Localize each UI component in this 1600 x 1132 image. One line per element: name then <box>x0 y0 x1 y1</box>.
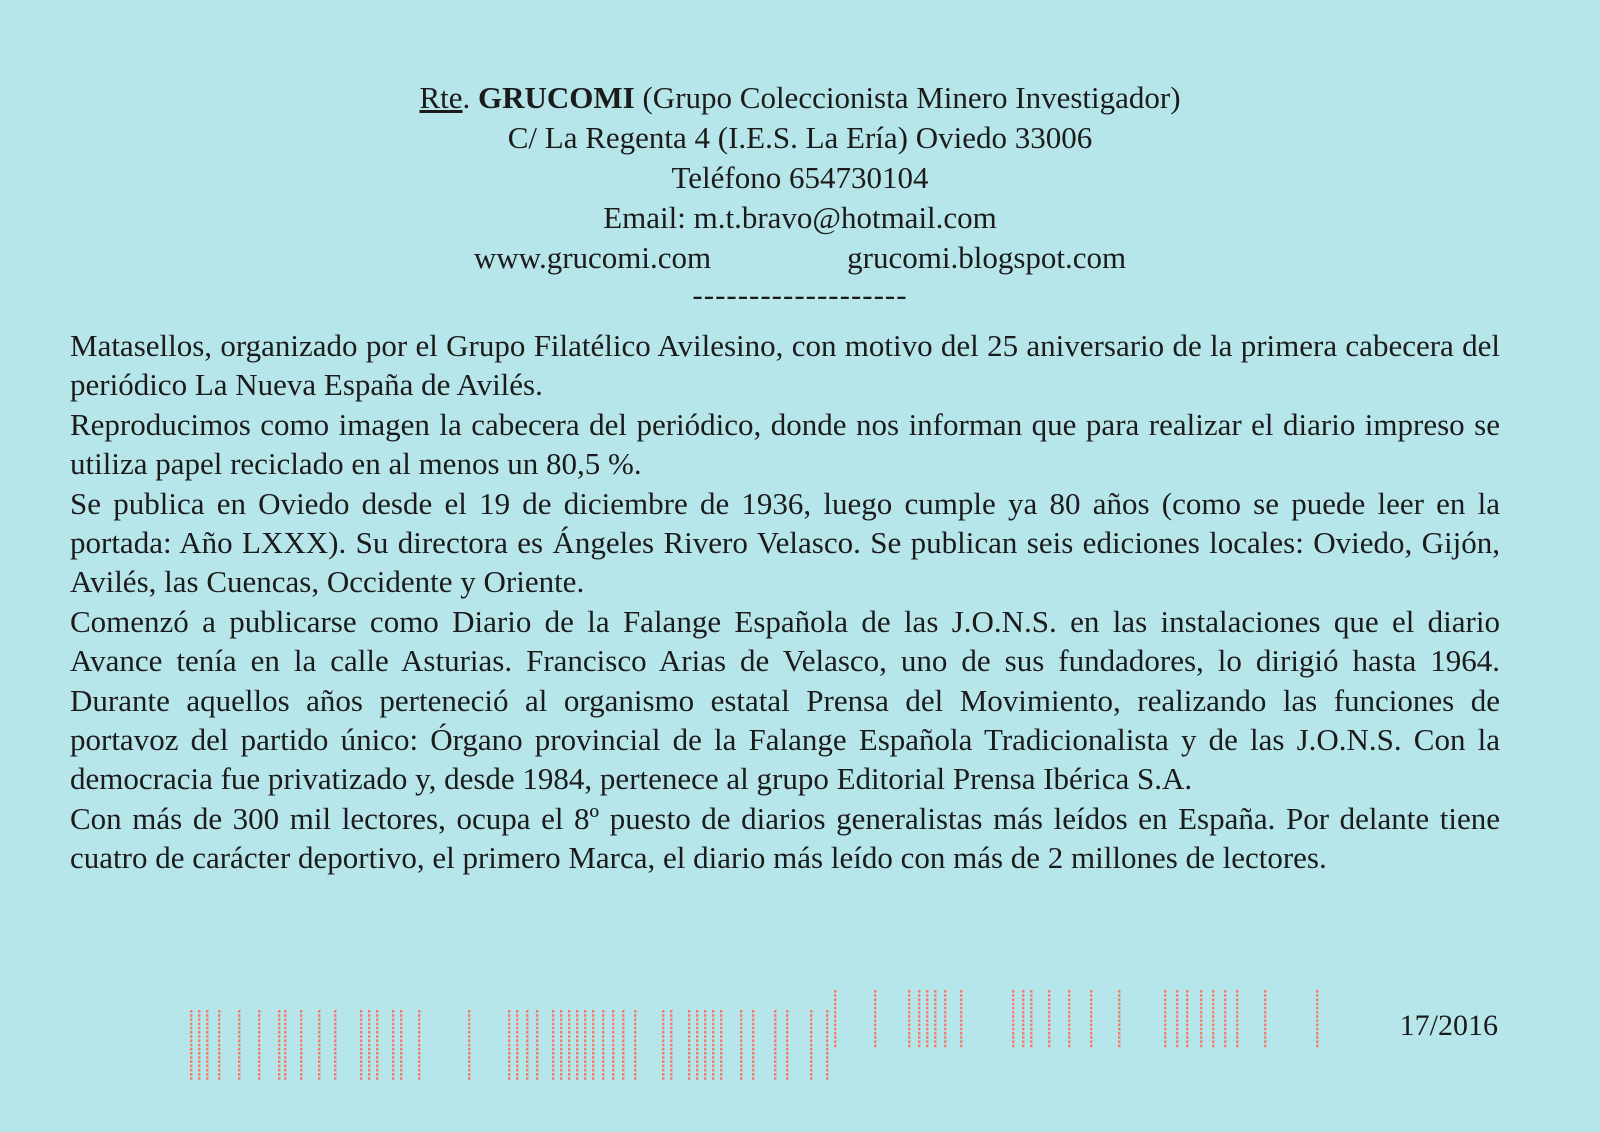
sender-block <box>0 78 1600 312</box>
sender-org-full: (Grupo Coleccionista Minero Investigador) <box>642 80 1181 115</box>
sender-org-name: GRUCOMI <box>478 80 635 115</box>
reference-code: 17/2016 <box>1399 1009 1498 1042</box>
sender-email: Email: m.t.bravo@hotmail.com <box>603 200 997 235</box>
paragraph: Se publica en Oviedo desde el 19 de diciembre de 1936, luego cumple ya 80 años (como se puede leer en la portada: Año LXXX). Su directora es Ángeles Rivero Velasco. Se publican seis ediciones locales: Oviedo, Gijón, Avilés, las Cuencas, Occidente y Oriente. <box>70 485 1500 600</box>
sender-divider: ------------------- <box>692 277 908 312</box>
paragraph: Comenzó a publicarse como Diario de la Falange Española de las J.O.N.S. en las instalaciones que el diario Avance tenía en la calle Asturias. Francisco Arias de Velasco, uno de sus fundadores, lo dirigió hasta 1964. Durante aquellos años perteneció al organismo estatal Prensa del Movimiento, realizando las funciones de portavoz del partido único: Órgano provincial de la Falange Española Tradicionalista y de las J.O.N.S. Con la democracia fue privatizado y, desde 1984, pertenece al grupo Editorial Prensa Ibérica S.A. <box>70 603 1500 797</box>
sender-website: www.grucomi.com <box>473 240 712 275</box>
sender-name-line <box>0 78 1600 118</box>
description-text <box>70 326 1500 878</box>
sender-address: C/ La Regenta 4 (I.E.S. La Ería) Oviedo 33006 <box>507 120 1093 155</box>
paragraph: Con más de 300 mil lectores, ocupa el 8º puesto de diarios generalistas más leídos en España. Por delante tiene cuatro de carácter deportivo, el primero Marca, el diario más leído con más de 2 millones de lectores. <box>70 800 1500 876</box>
sender-rte-label: Rte <box>419 80 463 115</box>
sender-web-row <box>0 238 1600 278</box>
paragraph: Matasellos, organizado por el Grupo Filatélico Avilesino, con motivo del 25 aniversario de la primera cabecera del periódico La Nueva España de Avilés. <box>70 328 1500 403</box>
postal-barcode <box>0 990 1600 1100</box>
sender-blog: grucomi.blogspot.com <box>847 240 1127 275</box>
barcode-marks <box>0 990 1600 1100</box>
sender-phone: Teléfono 654730104 <box>671 160 929 195</box>
paragraph: Reproducimos como imagen la cabecera del periódico, donde nos informan que para realizar el diario impreso se utiliza papel reciclado en al menos un 80,5 %. <box>70 406 1500 482</box>
sender-rte-dot: . <box>462 80 471 115</box>
